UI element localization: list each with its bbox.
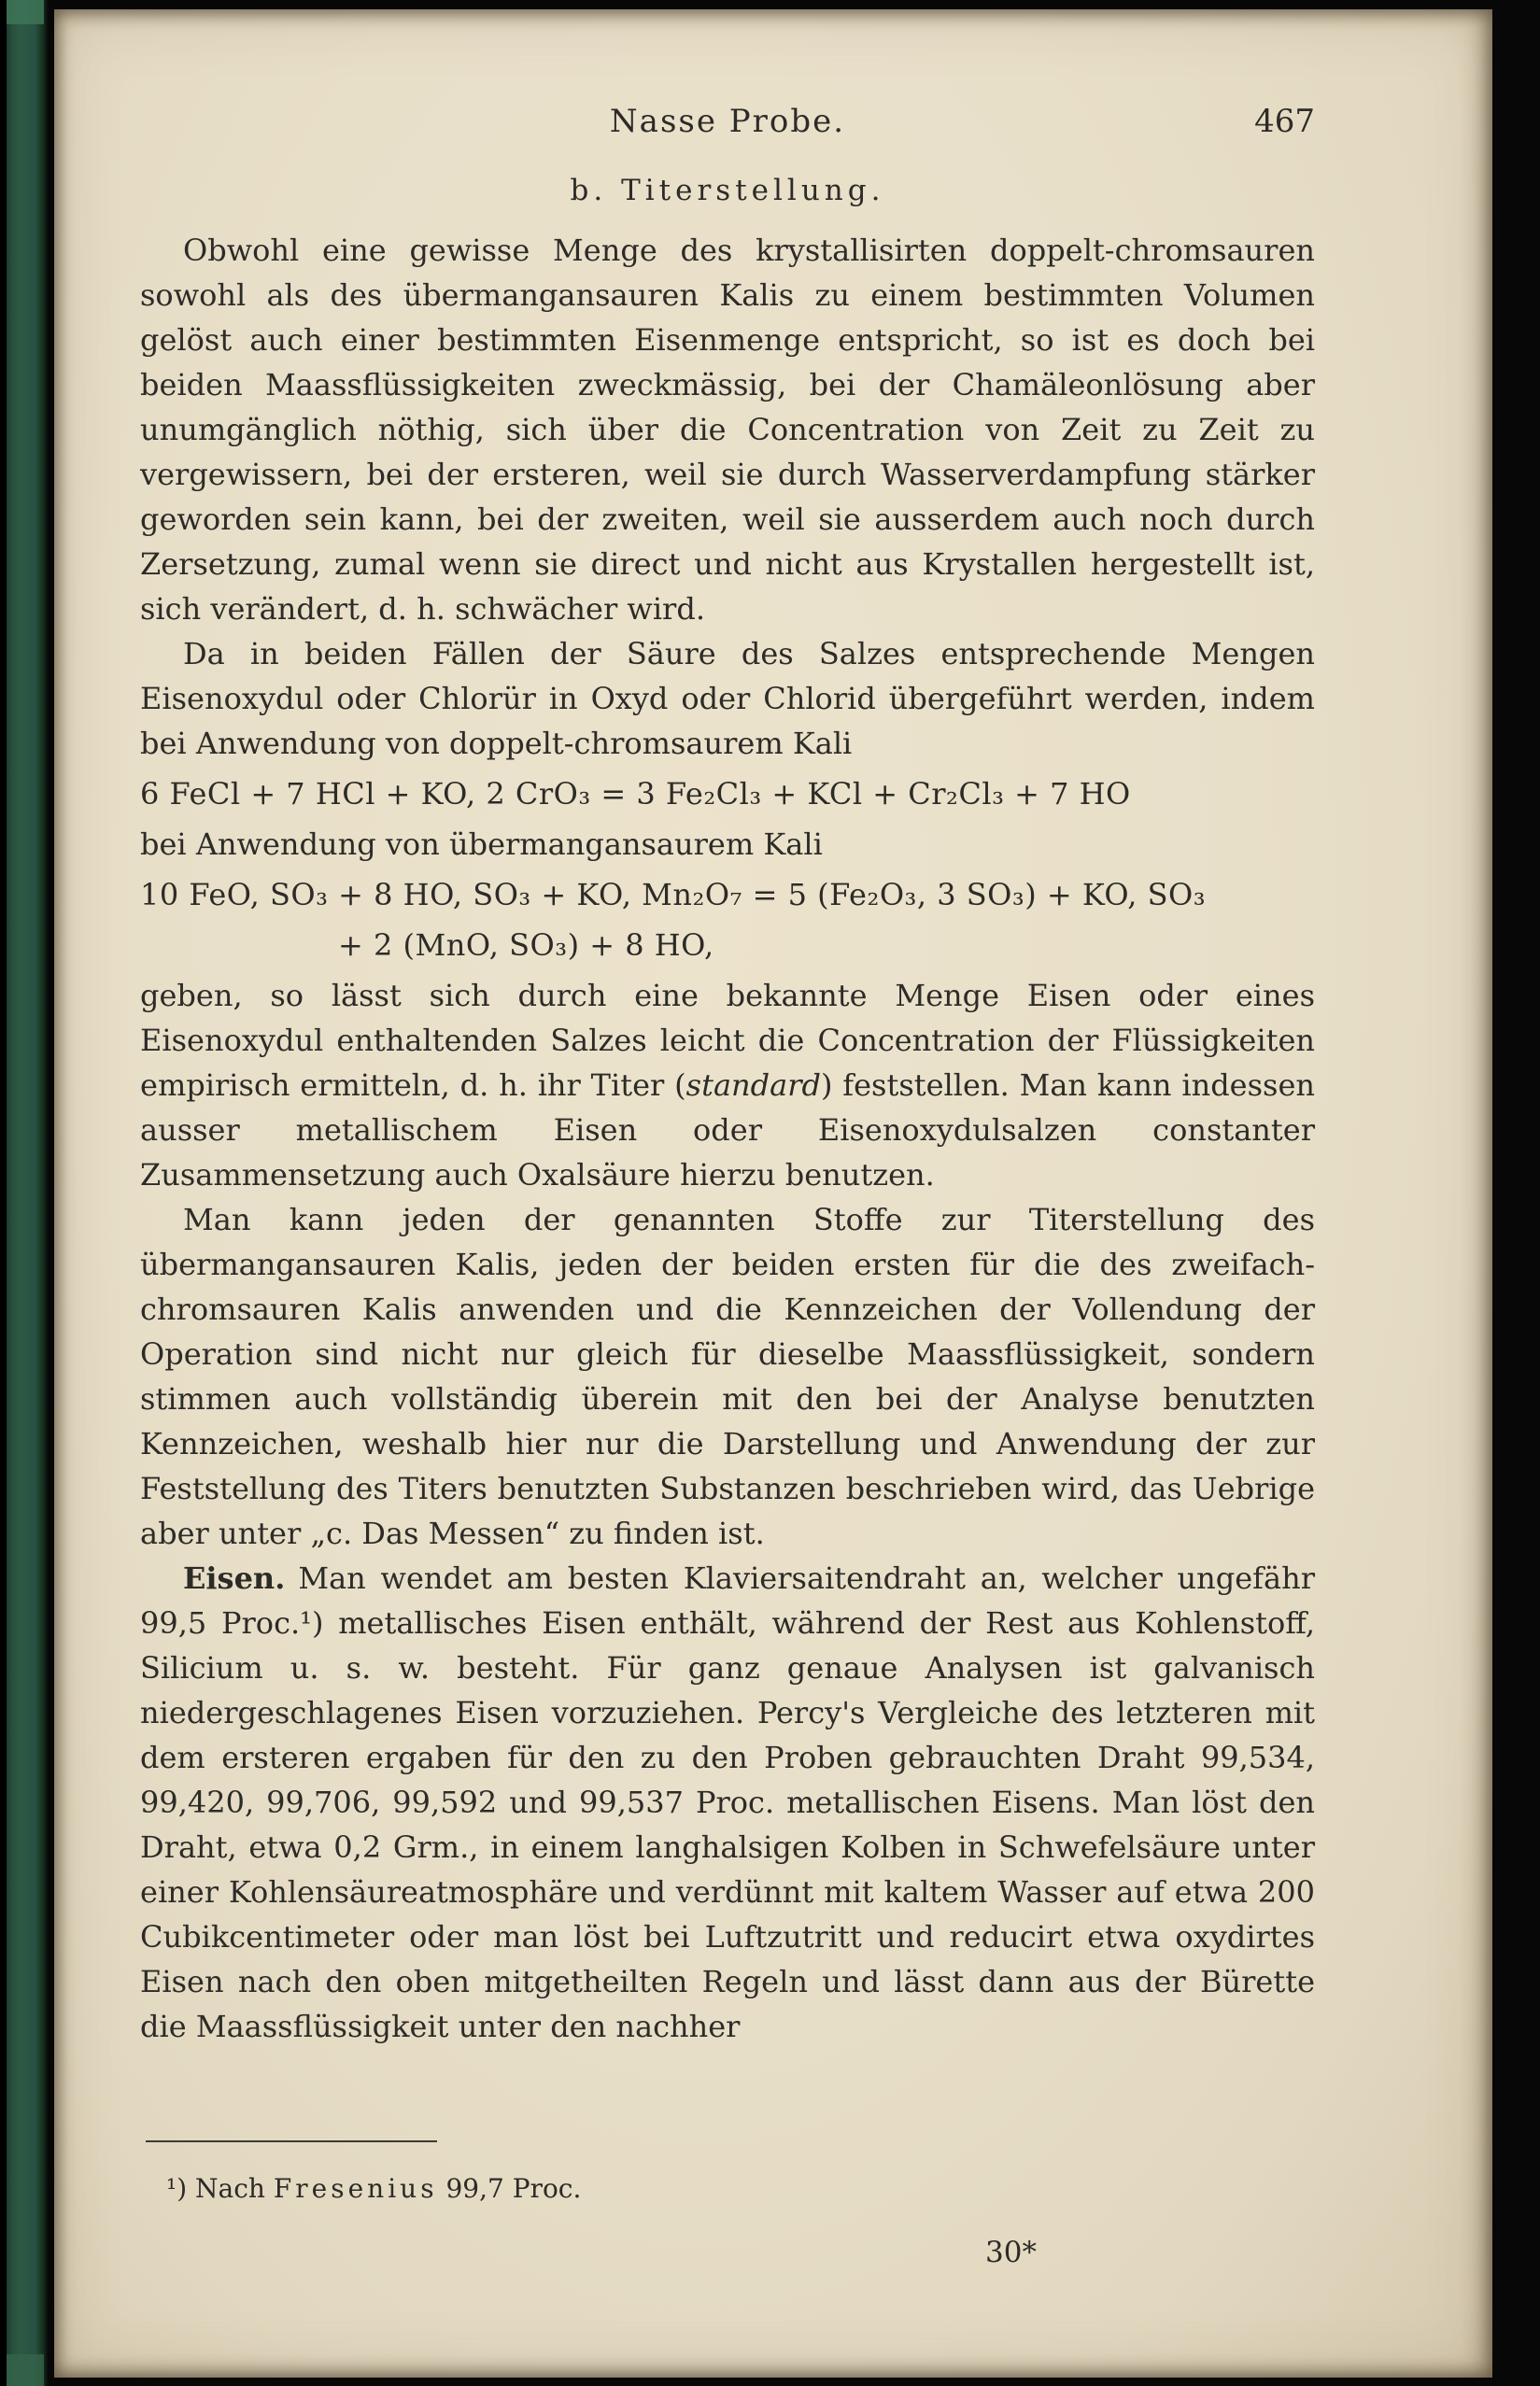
paragraph-titerstellung-intro: Obwohl eine gewisse Menge des krystallisirten doppelt-chromsauren sowohl als des übermangansauren Kalis zu einem bestimmten Volumen gelöst auch einer bestimmten Eisenmenge entspricht, so ist es doch bei beiden Maassflüssigkeiten zweckmässig, bei der Chamäleonlösung aber unumgänglich nöthig, sich über die Concentration von Zeit zu Zeit zu vergewissern, bei der ersteren, weil sie durch Wasserverdampfung stärker geworden sein kann, bei der zweiten, weil sie ausserdem auch noch durch Zersetzung, zumal wenn sie direct und nicht aus Krystallen hergestellt ist, sich verändert, d. h. schwächer wird. [140, 233, 1315, 627]
word-standard-italic: standard [685, 1067, 821, 1103]
page-header [140, 99, 1315, 144]
footnote-author: Fresenius [273, 2173, 438, 2204]
book-spine [0, 0, 54, 2386]
page-number: 467 [1254, 103, 1315, 140]
running-title: Nasse Probe. [609, 103, 846, 140]
paragraph-da-in-beiden: Da in beiden Fällen der Säure des Salzes entsprechende Mengen Eisenoxydul oder Chlorür in Oxyd oder Chlorid übergeführt werden, indem bei Anwendung von doppelt-chromsaurem Kali [140, 636, 1315, 761]
footnote-prefix: ¹) Nach [166, 2173, 274, 2204]
chemical-equation-chromate: 6 FeCl + 7 HCl + KO, 2 CrO₃ = 3 Fe₂Cl₃ + KCl + Cr₂Cl₃ + 7 HO [140, 776, 1131, 812]
paragraph-geben-titer [140, 973, 1315, 1197]
paragraph-man-kann-jeden: Man kann jeden der genannten Stoffe zur Titerstellung des übermangansauren Kalis, jeden der beiden ersten für die des zweifach-chromsauren Kalis anwenden und die Kennzeichen der Vollendung der Operation sind nicht nur gleich für dieselbe Maassflüssigkeit, sondern stimmen auch vollständig überein mit den bei der Analyse benutzten Kennzeichen, weshalb hier nur die Darstellung und Anwendung der zur Feststellung des Titers benutzten Substanzen beschrieben wird, das Uebrige aber unter „c. Das Messen“ zu finden ist. [140, 1202, 1315, 1551]
chemical-equation-permanganate-line1: 10 FeO, SO₃ + 8 HO, SO₃ + KO, Mn₂O₇ = 5 (Fe₂O₃, 3 SO₃) + KO, SO₃ [140, 877, 1207, 912]
footnote-suffix: 99,7 Proc. [437, 2173, 582, 2204]
paragraph-geben-titer-before: geben, so lässt sich durch eine bekannte Menge Eisen oder eines Eisenoxydul enthaltenden Salzes leicht die Concentration der Flüssigkeiten empirisch ermitteln, d. h. ihr Titer ( [140, 978, 1315, 1103]
footnote-divider [146, 2140, 437, 2142]
paragraph-between-equations: bei Anwendung von übermangansaurem Kali [140, 826, 823, 862]
section-heading: b. Titerstellung. [570, 174, 885, 207]
footnote-block [140, 2140, 1315, 2275]
page-content [140, 99, 1315, 2340]
signature-mark: 30* [985, 2236, 1037, 2269]
paragraph-eisen-text: Man wendet am besten Klaviersaitendraht an, welcher ungefähr 99,5 Proc.¹) metallisches Eisen enthält, während der Rest aus Kohlenstoff, Silicium u. s. w. besteht. Für ganz genaue Analysen ist galvanisch niedergeschlagenes Eisen vorzuziehen. Percy's Vergleiche des letzteren mit dem ersteren ergaben für den zu den Proben gebrauchten Draht 99,534, 99,420, 99,706, 99,592 und 99,537 Proc. metallischen Eisens. Man löst den Draht, etwa 0,2 Grm., in einem langhalsigen Kolben in Schwefelsäure unter einer Kohlensäureatmosphäre und verdünnt mit kaltem Wasser auf etwa 200 Cubikcentimeter oder man löst bei Luftzutritt und reducirt etwa oxydirtes Eisen nach den oben mitgetheilten Regeln und lässt dann aus der Bürette die Maassflüssigkeit unter den nachher [140, 1560, 1315, 2044]
paragraph-eisen [140, 1556, 1315, 2049]
chemical-equation-permanganate-line2: + 2 (MnO, SO₃) + 8 HO, [338, 927, 714, 963]
book-page [54, 9, 1492, 2378]
paragraph-geben-titer-after: ) feststellen. Man kann indessen ausser metallischem Eisen oder Eisenoxydulsalzen constanter Zusammensetzung auch Oxalsäure hierzu benutzen. [140, 1067, 1316, 1193]
keyword-eisen: Eisen. [183, 1560, 286, 1596]
footnote [140, 2167, 1315, 2211]
